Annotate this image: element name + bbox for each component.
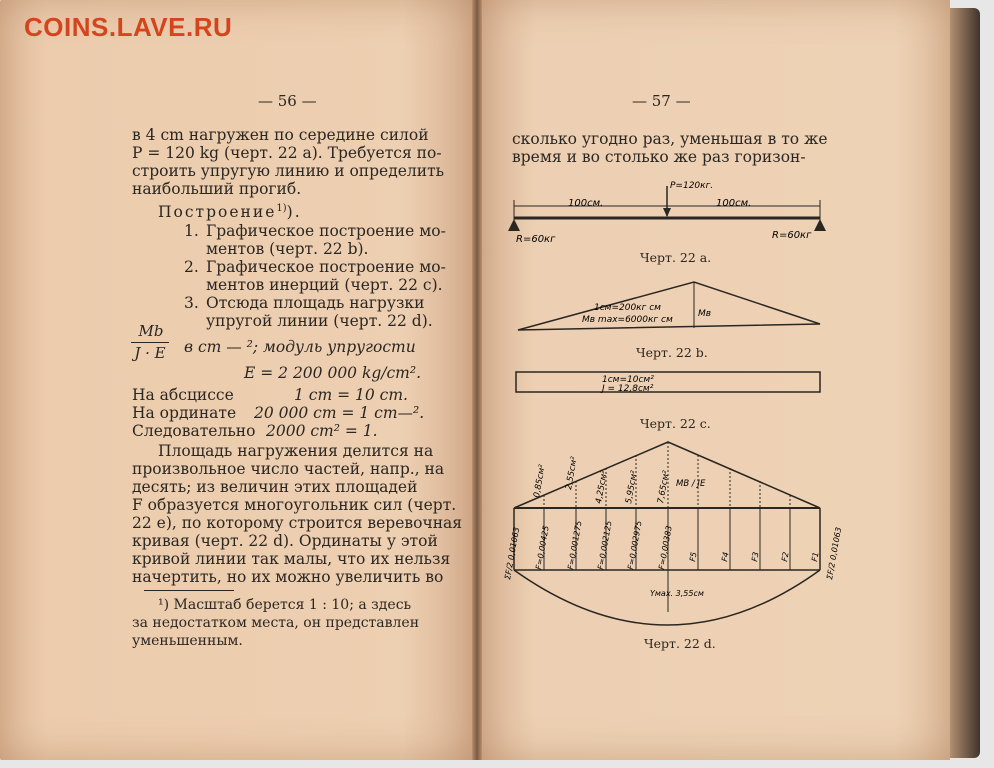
- force-label: F2: [780, 551, 791, 563]
- left-span-label: 100см.: [568, 198, 604, 209]
- inertia-scale: 1см=10см²: [602, 375, 654, 385]
- step-number: 3.: [184, 294, 199, 312]
- fraction-denominator: J · E: [134, 344, 166, 362]
- modulus-equation: E = 2 200 000 kg/cm².: [244, 364, 422, 382]
- text-line: в 4 cm нагружен по середине силой: [132, 126, 429, 144]
- scale-value: 1 cm = 10 cm.: [294, 386, 408, 404]
- moment-side: Mв: [698, 309, 712, 319]
- footnote-line: за недостатком места, он представлен: [132, 615, 420, 631]
- footnote-line: ¹) Масштаб берется 1 : 10; а здесь: [158, 597, 412, 613]
- left-support: [508, 219, 520, 231]
- sum-right: ΣF/2 0,01063: [825, 526, 844, 581]
- text-line: произвольное число частей, напр., на: [132, 460, 445, 478]
- scale-label: Следовательно: [132, 422, 256, 440]
- step-number: 2.: [184, 258, 199, 276]
- ordinate-label: 5,95см²: [624, 469, 640, 505]
- text-line: P = 120 kg (черт. 22 a). Требуется по-: [132, 144, 442, 162]
- load-label: P=120кг.: [670, 181, 714, 191]
- force-label: F5: [688, 551, 699, 563]
- sum-left: ΣF/2 0,01063: [503, 526, 522, 581]
- left-reaction: R=60кг: [516, 234, 556, 245]
- text-line: строить упругую линию и определить: [132, 162, 445, 180]
- text-line: начертить, но их можно увеличить во: [132, 568, 444, 586]
- inertia-value: J = 12,8см²: [602, 384, 654, 394]
- ymax-label: Yмах. 3,55см: [650, 589, 704, 598]
- side-label: MВ / JE: [676, 479, 706, 489]
- caption-22b: Черт. 22 b.: [636, 345, 708, 360]
- force-label: F=0,00425: [534, 525, 551, 571]
- moment-scale: 1см=200кг см: [594, 303, 661, 313]
- heading-text: Построение: [158, 203, 277, 222]
- text-line: F образуется многоугольник сил (черт.: [132, 496, 457, 514]
- ordinate-label: 7,65см²: [656, 469, 672, 505]
- step-number: 1.: [184, 222, 199, 240]
- caption-22a: Черт. 22 a.: [640, 250, 712, 265]
- footnote-ref: 1): [276, 203, 287, 214]
- force-label: F1: [810, 551, 821, 563]
- scale-label: На абсциссе: [132, 386, 234, 404]
- fraction-text: в cm — ²; модуль упругости: [184, 338, 416, 356]
- right-span-label: 100см.: [716, 198, 752, 209]
- step-line: Графическое построение мо-: [206, 258, 446, 276]
- text-line: кривой линии так малы, что их нельзя: [132, 550, 451, 568]
- footnote-line: уменьшенным.: [132, 633, 243, 649]
- step-line: упругой линии (черт. 22 d).: [206, 312, 433, 330]
- force-label: F=0,001275: [566, 520, 584, 571]
- force-label: F3: [750, 551, 761, 563]
- scale-value: 2000 cm² = 1.: [266, 422, 378, 440]
- page-number-right: — 57 —: [632, 92, 691, 110]
- text-line: Площадь нагружения делится на: [158, 442, 434, 460]
- force-label: F=0,002975: [626, 520, 644, 571]
- page-number-left: — 56 —: [258, 92, 317, 110]
- ordinate-label: 0,85см²: [532, 463, 548, 499]
- step-line: Графическое построение мо-: [206, 222, 446, 240]
- scale-value: 20 000 cm = 1 cm—².: [254, 404, 425, 422]
- section-heading: Построение$^{1)}$).: [158, 203, 302, 222]
- scale-label: На ординате: [132, 404, 237, 422]
- ordinate-label: 4,25см²: [594, 469, 610, 505]
- ordinate-label: 2,55см²: [564, 455, 580, 491]
- text-line: кривая (черт. 22 d). Ординаты у этой: [132, 532, 438, 550]
- text-line: 22 e), по которому строится веревочная: [132, 514, 463, 532]
- text-line: десять; из величин этих площадей: [132, 478, 418, 496]
- caption-22d: Черт. 22 d.: [644, 636, 716, 651]
- caption-22c: Черт. 22 c.: [640, 416, 711, 431]
- inertia-rect: [516, 372, 820, 392]
- right-reaction: R=60кг: [772, 230, 812, 241]
- force-label: F=0,002125: [596, 520, 614, 571]
- fraction-numerator: Mb: [138, 322, 164, 340]
- arrow-head: [663, 208, 671, 217]
- step-line: Отсюда площадь нагрузки: [206, 294, 425, 312]
- text-line: сколько угодно раз, уменьшая в то же: [512, 130, 828, 148]
- step-line: ментов инерций (черт. 22 c).: [206, 276, 443, 294]
- text-line: время и во столько же раз горизон-: [512, 148, 806, 166]
- watermark: COINS.LAVE.RU: [24, 12, 233, 42]
- force-label: F4: [720, 551, 731, 563]
- right-support: [814, 219, 826, 231]
- force-labels: [503, 520, 843, 598]
- text-line: наибольший прогиб.: [132, 180, 302, 198]
- step-line: ментов (черт. 22 b).: [206, 240, 369, 258]
- force-label: F=0,00383: [657, 525, 674, 571]
- moment-max: Mв max=6000кг см: [582, 315, 673, 325]
